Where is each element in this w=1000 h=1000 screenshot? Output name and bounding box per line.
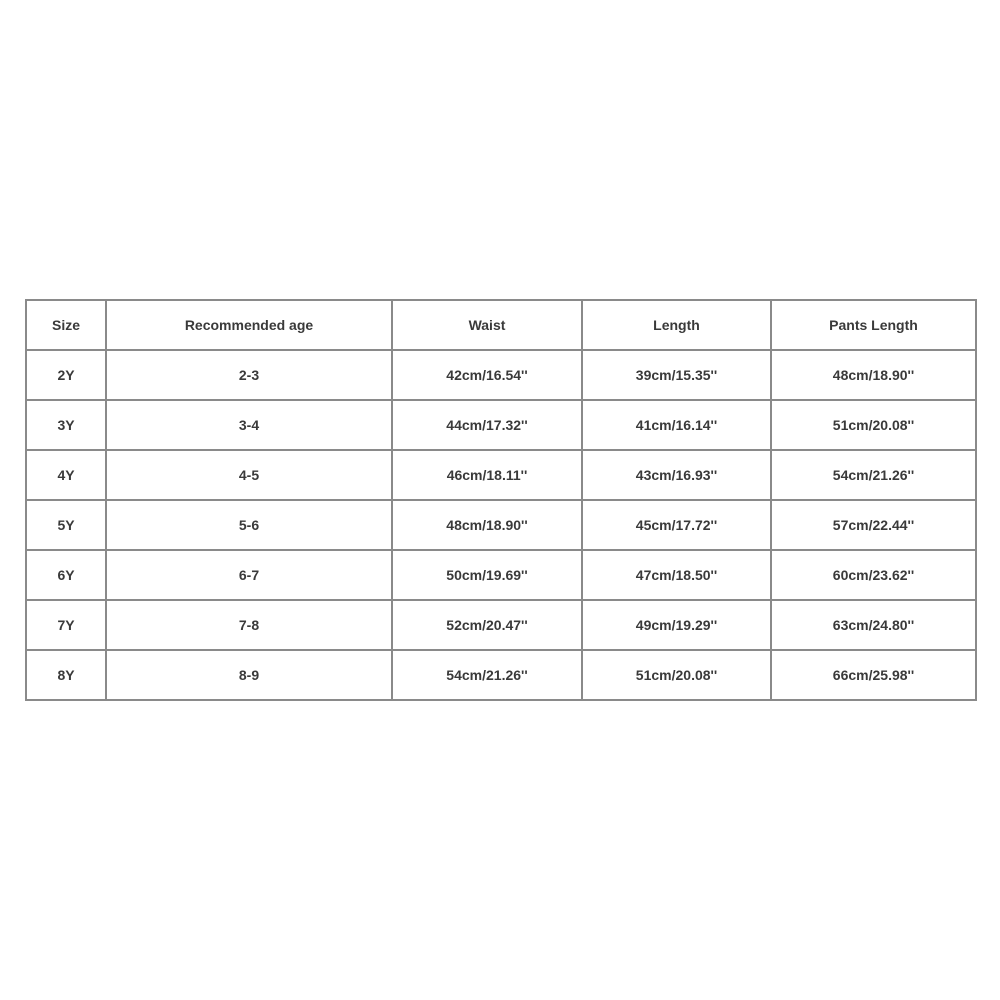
cell-pants-length: 48cm/18.90'' (771, 350, 976, 400)
cell-waist: 44cm/17.32'' (392, 400, 582, 450)
size-chart-table (25, 299, 977, 701)
cell-recommended-age: 3-4 (106, 400, 392, 450)
cell-size: 4Y (26, 450, 106, 500)
cell-size: 2Y (26, 350, 106, 400)
cell-length: 49cm/19.29'' (582, 600, 771, 650)
cell-length: 41cm/16.14'' (582, 400, 771, 450)
cell-length: 51cm/20.08'' (582, 650, 771, 700)
header-pants-length: Pants Length (771, 300, 976, 350)
header-recommended-age: Recommended age (106, 300, 392, 350)
cell-waist: 52cm/20.47'' (392, 600, 582, 650)
table-row (26, 350, 976, 400)
cell-recommended-age: 6-7 (106, 550, 392, 600)
cell-size: 7Y (26, 600, 106, 650)
header-length: Length (582, 300, 771, 350)
cell-size: 8Y (26, 650, 106, 700)
header-waist: Waist (392, 300, 582, 350)
cell-waist: 42cm/16.54'' (392, 350, 582, 400)
cell-length: 45cm/17.72'' (582, 500, 771, 550)
cell-pants-length: 57cm/22.44'' (771, 500, 976, 550)
cell-recommended-age: 2-3 (106, 350, 392, 400)
cell-recommended-age: 8-9 (106, 650, 392, 700)
cell-size: 6Y (26, 550, 106, 600)
cell-pants-length: 51cm/20.08'' (771, 400, 976, 450)
cell-waist: 48cm/18.90'' (392, 500, 582, 550)
table-row (26, 600, 976, 650)
table-row (26, 650, 976, 700)
table-row (26, 400, 976, 450)
cell-pants-length: 60cm/23.62'' (771, 550, 976, 600)
cell-length: 43cm/16.93'' (582, 450, 771, 500)
cell-waist: 50cm/19.69'' (392, 550, 582, 600)
cell-length: 47cm/18.50'' (582, 550, 771, 600)
cell-pants-length: 63cm/24.80'' (771, 600, 976, 650)
table-row (26, 500, 976, 550)
cell-size: 3Y (26, 400, 106, 450)
cell-recommended-age: 4-5 (106, 450, 392, 500)
cell-pants-length: 66cm/25.98'' (771, 650, 976, 700)
cell-size: 5Y (26, 500, 106, 550)
header-size: Size (26, 300, 106, 350)
cell-recommended-age: 7-8 (106, 600, 392, 650)
table-header-row (26, 300, 976, 350)
cell-recommended-age: 5-6 (106, 500, 392, 550)
cell-waist: 54cm/21.26'' (392, 650, 582, 700)
table-row (26, 450, 976, 500)
cell-waist: 46cm/18.11'' (392, 450, 582, 500)
cell-length: 39cm/15.35'' (582, 350, 771, 400)
cell-pants-length: 54cm/21.26'' (771, 450, 976, 500)
table-row (26, 550, 976, 600)
